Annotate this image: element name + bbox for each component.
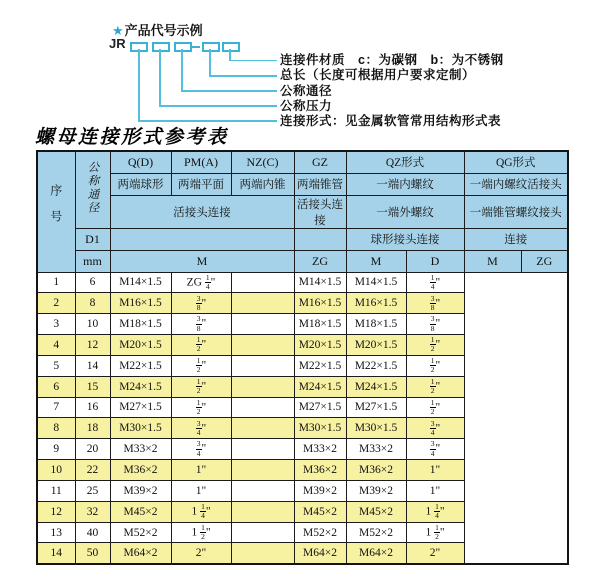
cell-gz-zg: $\frac{1}{2}$ " — [171, 397, 231, 418]
cell-m: M33×2 — [110, 439, 171, 460]
cell-qg-zg: 2" — [406, 543, 464, 564]
fraction: $\frac{1}{2}$ — [196, 376, 201, 396]
cell-gz-zg: $\frac{3}{4}$ " — [171, 439, 231, 460]
header-pm: PM(A) — [171, 151, 231, 173]
fraction: $\frac{3}{8}$ — [430, 314, 435, 333]
cell-qz-d: M36×2 — [294, 460, 346, 481]
leader-line — [159, 105, 277, 107]
cell-qg-zg: $\frac{1}{4}$ " — [406, 272, 464, 293]
leader-line — [209, 75, 277, 77]
header-zg: ZG — [294, 250, 346, 272]
fraction: $\frac{3}{8}$ — [196, 314, 201, 333]
fraction: $\frac{1}{2}$ — [196, 335, 201, 354]
cell-qz-d: M24×1.5 — [294, 376, 346, 397]
fraction: $\frac{3}{4}$ — [430, 439, 435, 458]
fraction: $\frac{1}{4}$ — [205, 272, 210, 291]
cell-gz-zg: $\frac{1}{2}$ " — [171, 376, 231, 397]
header-blank-left — [110, 228, 294, 250]
table-row — [37, 480, 568, 501]
cell-qz-d: M20×1.5 — [294, 335, 346, 356]
cell-qg-zg: $\frac{3}{8}$ " — [406, 314, 464, 335]
header-qz-d: D — [406, 250, 464, 272]
cell-qz-d: M45×2 — [294, 501, 346, 522]
code-label-pressure: 公称压力 — [280, 98, 333, 113]
header-qz: QZ形式 — [346, 151, 464, 173]
cell-qg-zg: $\frac{1}{2}$ " — [406, 376, 464, 397]
fraction: $\frac{1}{4}$ — [201, 501, 205, 521]
cell-serial: 7 — [37, 397, 75, 418]
cell-mm: 20 — [75, 439, 110, 460]
table-row — [37, 335, 568, 356]
header-serial: 序号 — [37, 151, 75, 272]
cell-gz-zg: $\frac{3}{4}$ " — [171, 418, 231, 439]
header-qg-desc1: 一端内螺纹活接头 — [464, 173, 568, 195]
cell-serial: 1 — [37, 272, 75, 293]
cell-qg-m: M24×1.5 — [346, 376, 406, 397]
cell-gz-zg: 1" — [171, 460, 231, 481]
leader-line — [209, 49, 211, 76]
fraction: $\frac{1}{4}$ — [435, 501, 439, 521]
header-mm: mm — [75, 250, 110, 272]
cell-m: M24×1.5 — [110, 376, 171, 397]
cell-mm: 22 — [75, 460, 110, 481]
header-qz-desc2: 一端外螺纹 — [346, 195, 464, 228]
cell-gz-zg: 2" — [171, 543, 231, 564]
header-m: M — [110, 250, 294, 272]
fraction: $\frac{3}{8}$ — [430, 293, 435, 312]
code-box-2 — [152, 42, 170, 52]
cell-m: M39×2 — [110, 480, 171, 501]
table-row — [37, 501, 568, 522]
cell-mm: 50 — [75, 543, 110, 564]
fraction: $\frac{1}{2}$ — [430, 376, 435, 396]
cell-qz-m — [231, 397, 294, 418]
leader-line — [159, 49, 161, 106]
table-row — [37, 543, 568, 564]
header-qg-m: M — [464, 250, 521, 272]
cell-m: M36×2 — [110, 460, 171, 481]
cell-qg-zg: 1" — [406, 460, 464, 481]
cell-serial: 4 — [37, 335, 75, 356]
header-nz: NZ(C) — [231, 151, 294, 173]
fraction: $\frac{3}{4}$ — [430, 418, 435, 437]
cell-qz-m — [231, 355, 294, 376]
cell-m: M14×1.5 — [110, 272, 171, 293]
header-qg: QG形式 — [464, 151, 568, 173]
cell-mm: 12 — [75, 335, 110, 356]
fraction: $\frac{1}{2}$ — [430, 356, 435, 375]
fraction: $\frac{1}{4}$ — [430, 272, 435, 291]
cell-m: M45×2 — [110, 501, 171, 522]
cell-qg-m: M45×2 — [346, 501, 406, 522]
cell-qg-m: M39×2 — [346, 480, 406, 501]
cell-qg-zg: $\frac{3}{4}$ " — [406, 418, 464, 439]
cell-qz-m — [231, 501, 294, 522]
header-qg-desc2: 一端锥管螺纹接头 — [464, 195, 568, 228]
cell-mm: 32 — [75, 501, 110, 522]
code-label-length: 总长（长度可根据用户要求定制） — [280, 68, 476, 82]
cell-qg-m: M22×1.5 — [346, 355, 406, 376]
cell-qz-d: M27×1.5 — [294, 397, 346, 418]
table-row — [37, 397, 568, 418]
cell-qz-m — [231, 439, 294, 460]
cell-qg-m: M36×2 — [346, 460, 406, 481]
cell-gz-zg: ZG $\frac{1}{4}$ " — [171, 272, 231, 293]
cell-mm: 15 — [75, 376, 110, 397]
table-row — [37, 460, 568, 481]
header-qg-connection: 连接 — [464, 228, 568, 250]
code-box-4 — [202, 42, 220, 52]
cell-qz-d: M39×2 — [294, 480, 346, 501]
header-gz: GZ — [294, 151, 346, 173]
leader-line — [229, 49, 231, 60]
cell-qz-d: M14×1.5 — [294, 272, 346, 293]
cell-serial: 9 — [37, 439, 75, 460]
header-nominal-diameter: 公称通径 — [75, 151, 110, 228]
header-nz-desc: 两端内锥 — [231, 173, 294, 195]
fraction: $\frac{1}{2}$ — [430, 397, 435, 416]
cell-serial: 11 — [37, 480, 75, 501]
cell-qg-zg: 1 $\frac{1}{4}$ " — [406, 501, 464, 522]
cell-qz-d: M30×1.5 — [294, 418, 346, 439]
cell-qz-d: M16×1.5 — [294, 293, 346, 314]
cell-qz-d: M22×1.5 — [294, 355, 346, 376]
fraction: $\frac{3}{8}$ — [196, 293, 201, 312]
table-row — [37, 376, 568, 397]
product-code-heading-text: 产品代号示例 — [124, 23, 203, 38]
fraction: $\frac{1}{2}$ — [201, 522, 205, 542]
cell-qz-m — [231, 480, 294, 501]
cell-m: M27×1.5 — [110, 397, 171, 418]
code-label-material: 连接件材质 c：为碳钢 b：为不锈钢 — [280, 53, 504, 67]
table-title: 螺母连接形式参考表 — [35, 127, 229, 148]
header-qz-connection: 球形接头连接 — [346, 228, 464, 250]
star-icon: ★ — [112, 23, 124, 38]
fraction: $\frac{1}{2}$ — [196, 397, 201, 416]
cell-qg-zg: 1 $\frac{1}{2}$ " — [406, 522, 464, 543]
cell-qg-zg: $\frac{3}{8}$ " — [406, 293, 464, 314]
code-box-3 — [174, 42, 192, 52]
cell-m: M20×1.5 — [110, 335, 171, 356]
cell-gz-zg: $\frac{1}{2}$ " — [171, 335, 231, 356]
cell-qz-m — [231, 418, 294, 439]
cell-qg-m: M30×1.5 — [346, 418, 406, 439]
header-q-desc: 两端球形 — [110, 173, 171, 195]
cell-qg-zg: $\frac{3}{4}$ " — [406, 439, 464, 460]
cell-mm: 25 — [75, 480, 110, 501]
code-label-connection: 连接形式：见金属软管常用结构形式表 — [280, 113, 502, 128]
cell-qg-m: M18×1.5 — [346, 314, 406, 335]
cell-mm: 14 — [75, 355, 110, 376]
header-pm-desc: 两端平面 — [171, 173, 231, 195]
cell-m: M30×1.5 — [110, 418, 171, 439]
cell-qg-m: M64×2 — [346, 543, 406, 564]
cell-serial: 14 — [37, 543, 75, 564]
cell-qg-m: M52×2 — [346, 522, 406, 543]
code-label-diameter: 公称通径 — [280, 83, 333, 98]
cell-qg-m: M16×1.5 — [346, 293, 406, 314]
cell-mm: 18 — [75, 418, 110, 439]
cell-mm: 6 — [75, 272, 110, 293]
header-qg-zg: ZG — [521, 250, 568, 272]
cell-qz-d: M33×2 — [294, 439, 346, 460]
cell-qg-zg: 1" — [406, 480, 464, 501]
cell-gz-zg: $\frac{3}{8}$ " — [171, 293, 231, 314]
code-prefix: JR — [109, 36, 126, 51]
cell-gz-zg: 1 $\frac{1}{2}$ " — [171, 522, 231, 543]
header-gz-connection: 活接头连接 — [294, 195, 346, 228]
cell-qg-zg: $\frac{1}{2}$ " — [406, 355, 464, 376]
cell-m: M64×2 — [110, 543, 171, 564]
table-row — [37, 439, 568, 460]
cell-m: M22×1.5 — [110, 355, 171, 376]
cell-mm: 10 — [75, 314, 110, 335]
cell-qg-m: M20×1.5 — [346, 335, 406, 356]
fraction: $\frac{1}{2}$ — [435, 522, 439, 542]
header-blank-gz — [294, 228, 346, 250]
cell-qg-m: M33×2 — [346, 439, 406, 460]
cell-serial: 3 — [37, 314, 75, 335]
cell-qz-m — [231, 543, 294, 564]
cell-serial: 10 — [37, 460, 75, 481]
cell-gz-zg: 1 $\frac{1}{4}$ " — [171, 501, 231, 522]
table-row — [37, 293, 568, 314]
fraction: $\frac{3}{4}$ — [196, 418, 201, 437]
cell-serial: 6 — [37, 376, 75, 397]
cell-gz-zg: 1" — [171, 480, 231, 501]
cell-serial: 8 — [37, 418, 75, 439]
cell-gz-zg: $\frac{1}{2}$ " — [171, 355, 231, 376]
header-qz-desc1: 一端内螺纹 — [346, 173, 464, 195]
leader-line — [181, 90, 277, 92]
table-row — [37, 355, 568, 376]
header-union-connection: 活接头连接 — [110, 195, 294, 228]
cell-qz-m — [231, 293, 294, 314]
cell-qz-m — [231, 460, 294, 481]
cell-qz-m — [231, 522, 294, 543]
code-box-5 — [222, 42, 240, 52]
header-d1: D1 — [75, 228, 110, 250]
cell-qz-d: M18×1.5 — [294, 314, 346, 335]
table-row — [37, 418, 568, 439]
header-qz-m: M — [346, 250, 406, 272]
cell-qg-zg: $\frac{1}{2}$ " — [406, 397, 464, 418]
nut-connection-reference-table — [36, 150, 569, 565]
header-gz-desc: 两端锥管 — [294, 173, 346, 195]
table-row — [37, 522, 568, 543]
leader-line — [229, 60, 277, 62]
cell-mm: 16 — [75, 397, 110, 418]
table-row — [37, 272, 568, 293]
header-q: Q(D) — [110, 151, 171, 173]
cell-qz-m — [231, 335, 294, 356]
cell-m: M52×2 — [110, 522, 171, 543]
cell-serial: 5 — [37, 355, 75, 376]
fraction: $\frac{1}{2}$ — [196, 356, 201, 375]
cell-qz-d: M64×2 — [294, 543, 346, 564]
cell-qg-m: M14×1.5 — [346, 272, 406, 293]
cell-m: M18×1.5 — [110, 314, 171, 335]
cell-qg-zg: $\frac{1}{2}$ " — [406, 335, 464, 356]
cell-qz-d: M52×2 — [294, 522, 346, 543]
cell-mm: 40 — [75, 522, 110, 543]
cell-serial: 13 — [37, 522, 75, 543]
cell-gz-zg: $\frac{3}{8}$ " — [171, 314, 231, 335]
cell-qz-m — [231, 272, 294, 293]
fraction: $\frac{1}{2}$ — [430, 335, 435, 354]
cell-serial: 12 — [37, 501, 75, 522]
table-row — [37, 314, 568, 335]
cell-qg-m: M27×1.5 — [346, 397, 406, 418]
leader-line — [181, 49, 183, 91]
leader-line — [138, 49, 140, 121]
cell-mm: 8 — [75, 293, 110, 314]
cell-m: M16×1.5 — [110, 293, 171, 314]
fraction: $\frac{3}{4}$ — [196, 439, 201, 458]
code-dash — [192, 46, 200, 48]
cell-qz-m — [231, 376, 294, 397]
cell-qz-m — [231, 314, 294, 335]
cell-serial: 2 — [37, 293, 75, 314]
